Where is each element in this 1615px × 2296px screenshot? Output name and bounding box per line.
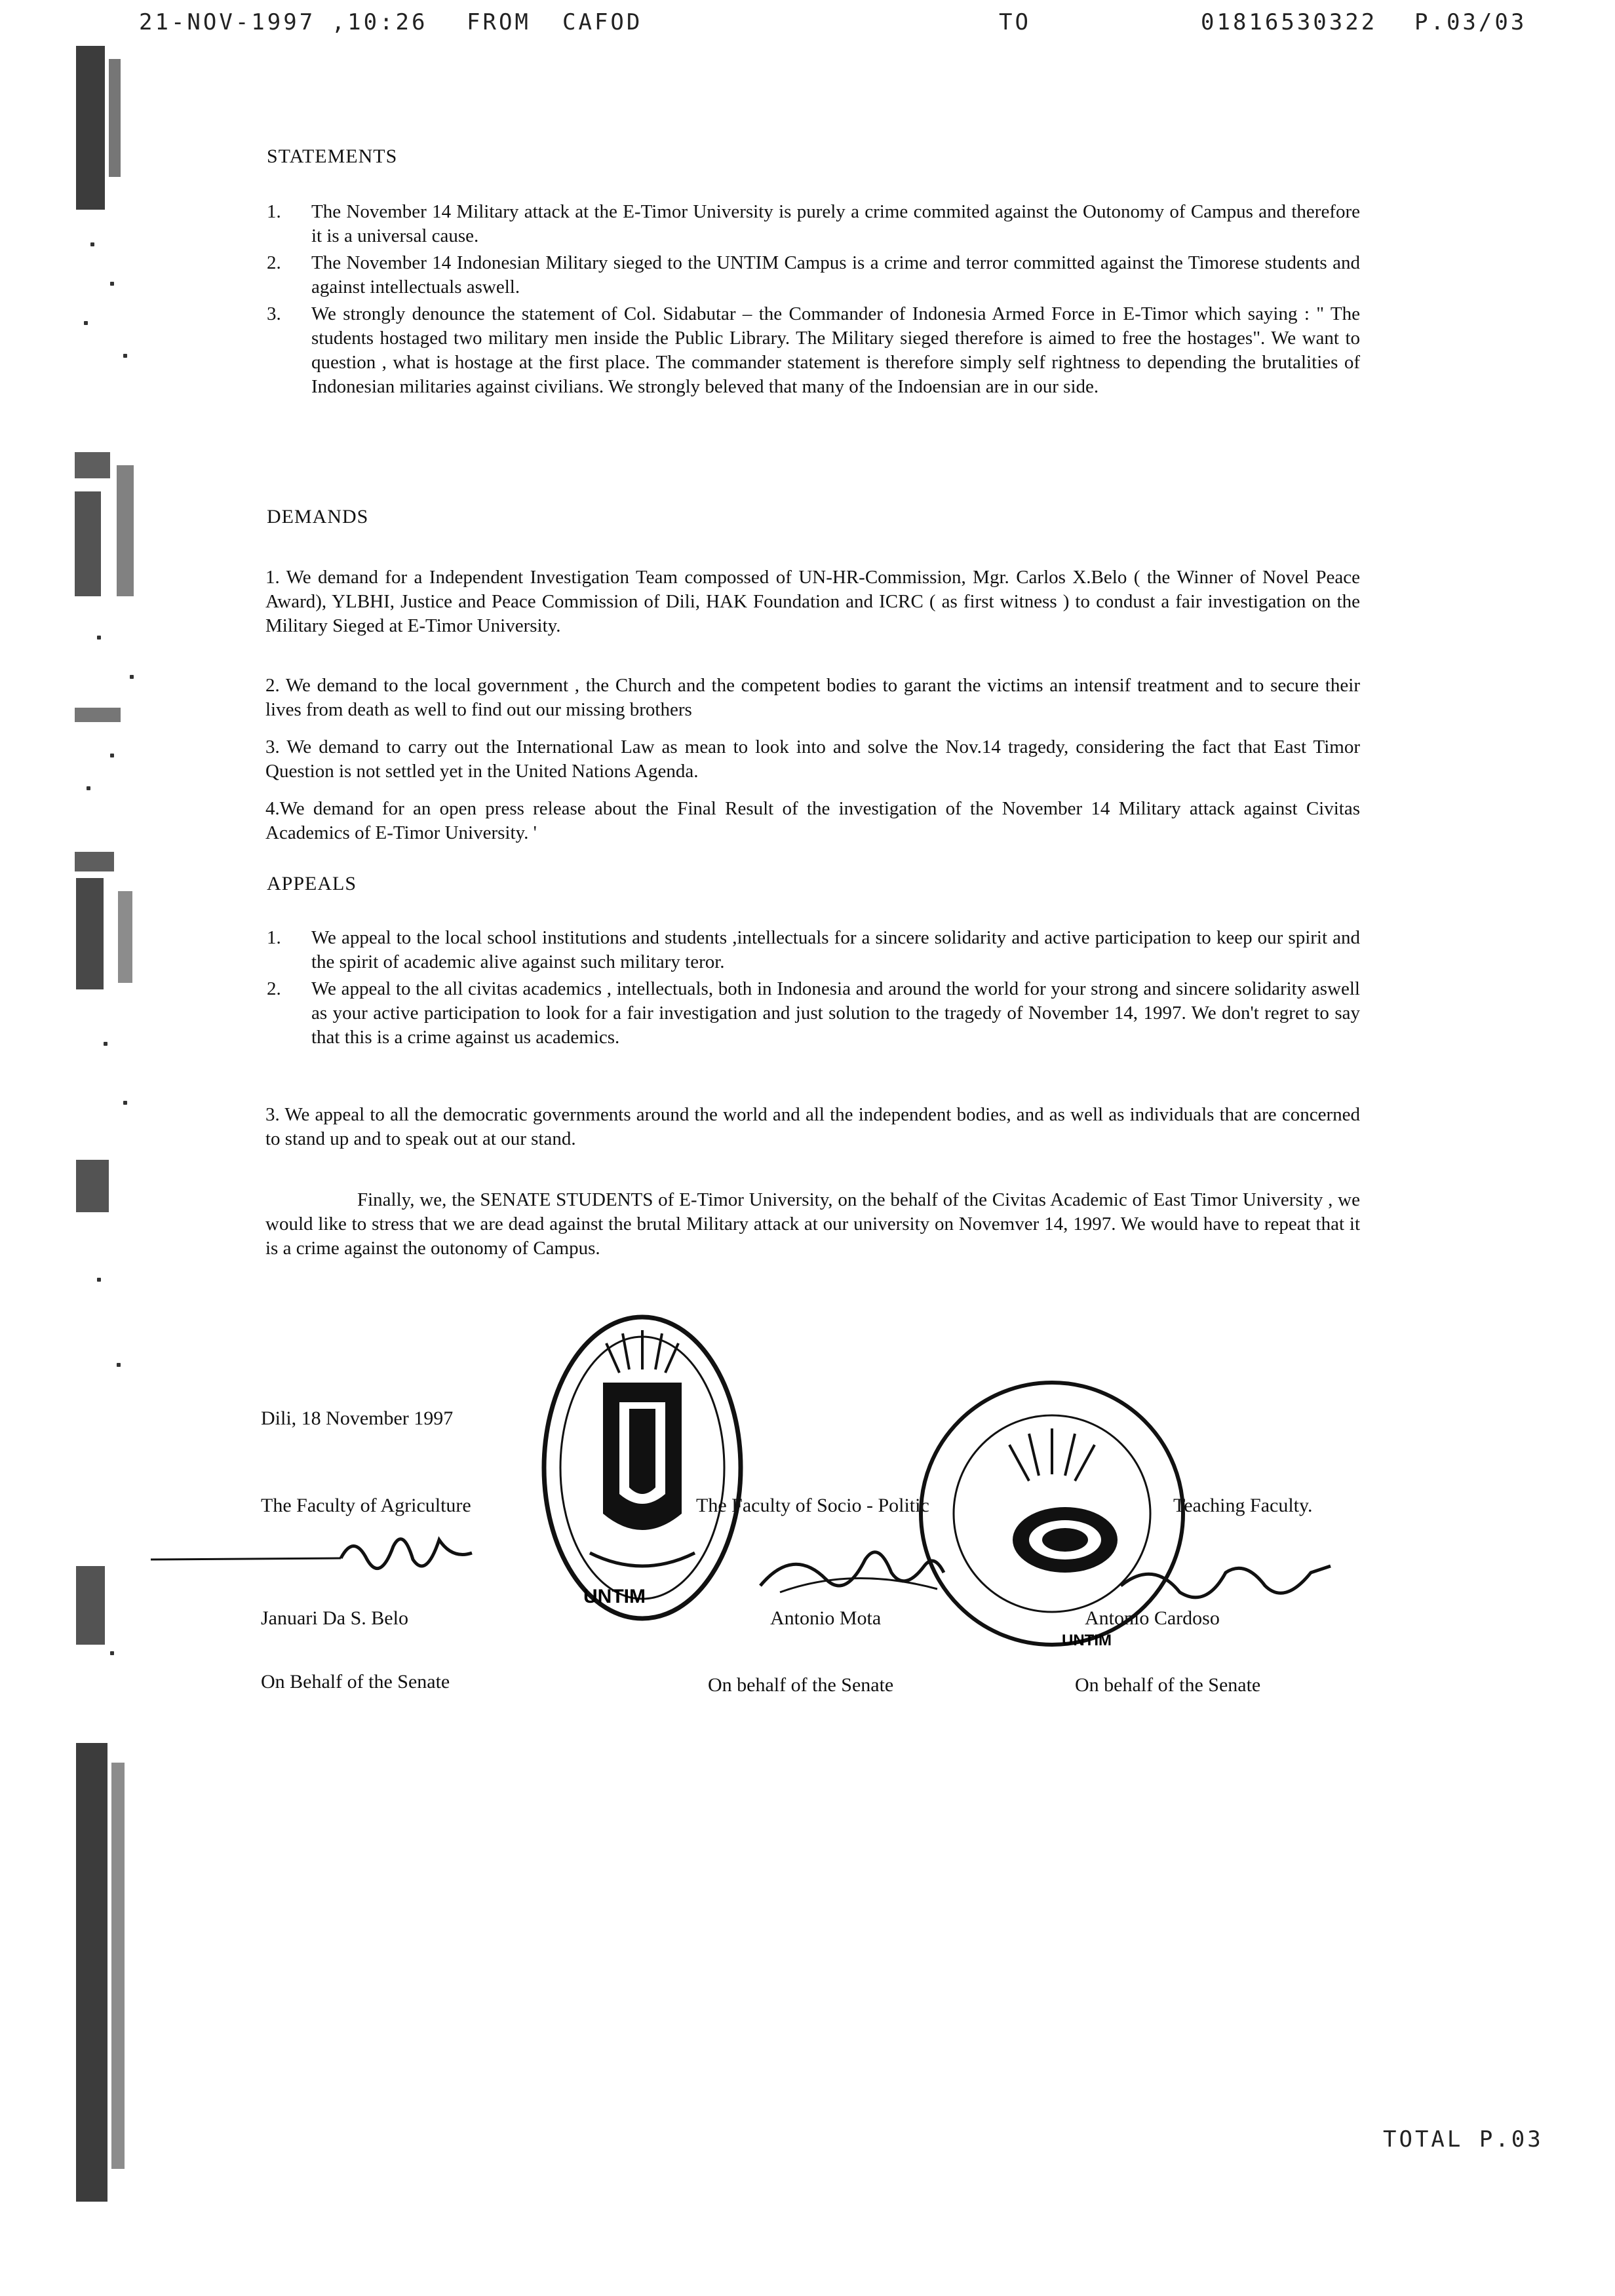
appeals-heading: APPEALS bbox=[267, 873, 357, 894]
appeal-item-3: 3. We appeal to all the democratic governments around the world and all the independent bodies, and as well as individuals that are concerned to stand up and to speak out at our stand. bbox=[265, 1104, 1360, 1149]
appeal-text: We appeal to the local school institutions and students ,intellectuals for a sincere solidarity and active participation to keep our spirit and the spirit of academic alive against such military teror. bbox=[311, 927, 1360, 972]
statement-item bbox=[265, 200, 1360, 248]
statements-list bbox=[265, 200, 1360, 402]
signature-date: Dili, 18 November 1997 bbox=[261, 1407, 454, 1429]
signature-3-image bbox=[1114, 1546, 1337, 1612]
stamp-2-label: UNTIM bbox=[1062, 1632, 1112, 1649]
fax-total-pages: TOTAL P.03 bbox=[1383, 2126, 1544, 2152]
demand-item-1: 1. We demand for a Independent Investigation Team compossed of UN-HR-Commission, Mgr. Carlos X.Belo ( the Winner of Novel Peace Award), YLBHI, Justice and Peace Commission of Dili, HAK Foundation and ICRC ( as first witness ) to condust a fair investigation on the Military Sieged at E-Timor University. bbox=[265, 567, 1360, 636]
signer-3-behalf: On behalf of the Senate bbox=[1075, 1674, 1261, 1696]
demand-item-3: 3. We demand to carry out the International Law as mean to look into and solve the Nov.14 tragedy, considering the fact that East Timor Question is not settled yet in the United Nations Agenda. bbox=[265, 737, 1360, 782]
statement-item bbox=[265, 251, 1360, 299]
stamp-1-label: UNTIM bbox=[583, 1586, 646, 1607]
demand-item-2: 2. We demand to the local government , the Church and the competent bodies to garant the victims an intensif treatment and to secure their lives from death as well to find out our missing brothers bbox=[265, 675, 1360, 720]
signer-3-name: Antonio Cardoso bbox=[1085, 1607, 1220, 1629]
statement-number: 2. bbox=[267, 252, 281, 273]
signer-1-behalf: On Behalf of the Senate bbox=[261, 1671, 450, 1693]
fax-from-label: FROM bbox=[467, 9, 531, 35]
statement-number: 3. bbox=[267, 303, 281, 324]
fax-date-time: 21-NOV-1997 ,10:26 bbox=[139, 9, 428, 35]
appeal-item bbox=[265, 926, 1360, 974]
appeal-text: We appeal to the all civitas academics , intellectuals, both in Indonesia and around the world for your strong and sincere solidarity aswell as your active participation to look for a fair investigation and just solution to the tragedy of November 14, 1997. We don't regret to say that this is a crime against us academics. bbox=[311, 978, 1360, 1048]
signer-2-behalf: On behalf of the Senate bbox=[708, 1674, 894, 1696]
statement-item bbox=[265, 302, 1360, 399]
faculty-3-label: Teaching Faculty. bbox=[1173, 1495, 1313, 1516]
statement-number: 1. bbox=[267, 201, 281, 222]
demand-item-4: 4.We demand for an open press release about the Final Result of the investigation of the November 14 Military attack against Civitas Academics of E-Timor University. ' bbox=[265, 798, 1360, 843]
closing-paragraph: Finally, we, the SENATE STUDENTS of E-Timor University, on the behalf of the Civitas Academic of East Timor University , we would like to stress that we are dead against the brutal Military attack at our university on Novemver 14, 1997. We would have to repeat that it is a crime against the outonomy of Campus. bbox=[265, 1189, 1360, 1259]
signature-1-image bbox=[144, 1520, 485, 1592]
appeal-item bbox=[265, 977, 1360, 1050]
fax-page: P.03/03 bbox=[1414, 9, 1527, 35]
statement-text: We strongly denounce the statement of Col. Sidabutar – the Commander of Indonesia Armed Force in E-Timor which saying : " The students hostaged two military men inside the Public Library. The Military sieged therefore is aimed to free the hostages". We want to question , what is hostage at the first place. The commander statement is therefore simply self rightness to depending the brutalities of Indonesian militaries against civilians. We strongly beleved that many of the Indoensian are in our side. bbox=[311, 303, 1360, 397]
fax-to-label: TO bbox=[999, 9, 1031, 35]
fax-header bbox=[0, 9, 1615, 48]
signer-2-name: Antonio Mota bbox=[770, 1607, 882, 1629]
demands-heading: DEMANDS bbox=[267, 506, 369, 527]
scan-edge-strip bbox=[71, 46, 143, 2202]
appeal-number: 1. bbox=[267, 927, 281, 948]
appeals-list bbox=[265, 926, 1360, 1052]
faculty-1-label: The Faculty of Agriculture bbox=[261, 1495, 471, 1516]
appeal-number: 2. bbox=[267, 978, 281, 999]
fax-number: 01816530322 bbox=[1201, 9, 1378, 35]
signer-1-name: Januari Da S. Belo bbox=[261, 1607, 408, 1629]
faculty-2-label: The Faculty of Socio - Politic bbox=[696, 1495, 929, 1516]
signature-2-image bbox=[754, 1527, 950, 1605]
fax-from-value: CAFOD bbox=[562, 9, 643, 35]
statement-text: The November 14 Indonesian Military sieged to the UNTIM Campus is a crime and terror committed against the Timorese students and against intellectuals aswell. bbox=[311, 252, 1360, 297]
statements-heading: STATEMENTS bbox=[267, 145, 398, 167]
statement-text: The November 14 Military attack at the E-Timor University is purely a crime commited against the Outonomy of Campus and therefore it is a universal cause. bbox=[311, 201, 1360, 246]
